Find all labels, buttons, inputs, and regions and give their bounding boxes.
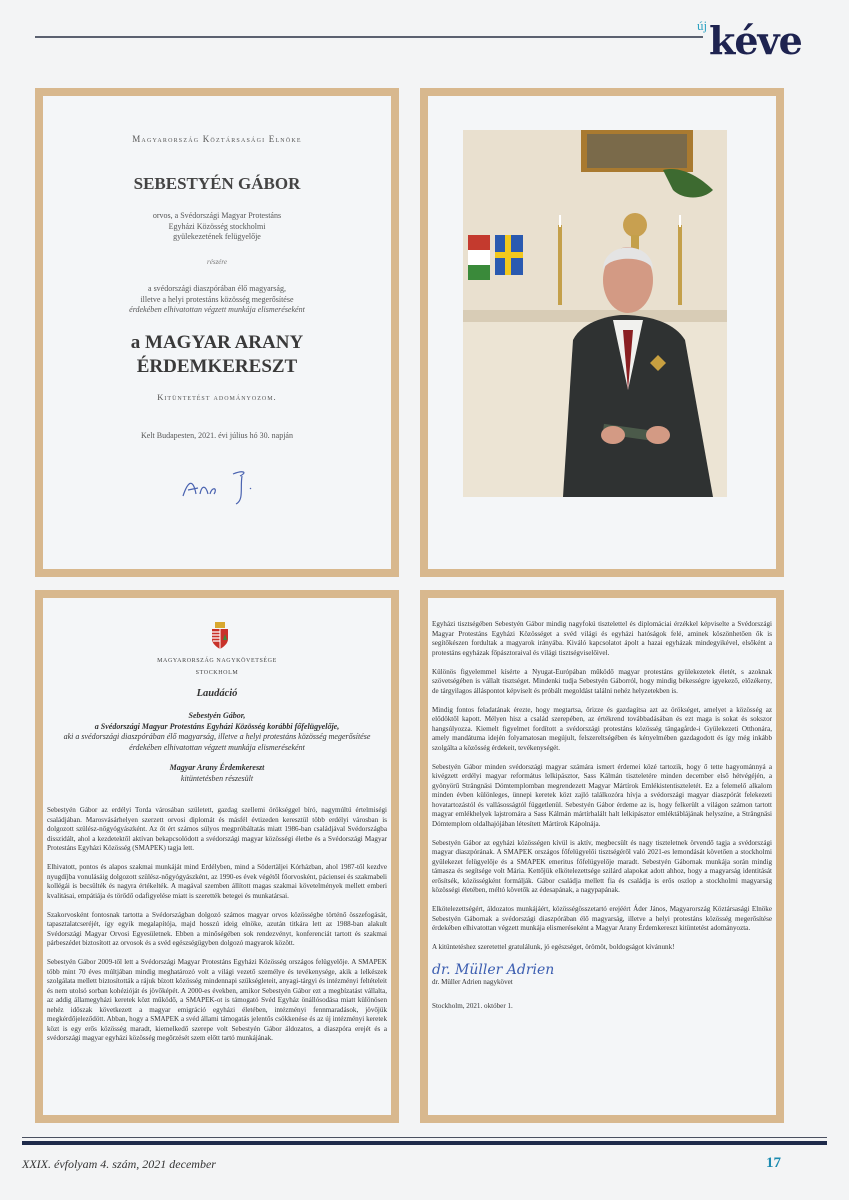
laudation-intro [53, 711, 381, 784]
page-number: 17 [766, 1155, 781, 1171]
decree-reason [43, 284, 391, 316]
paragraph: Elhivatott, pontos és alapos szakmai munkáját mind Erdélyben, mind a Södertäljei Kórházban, ahol 1987-től kezdve nyugdíjba vonulásáig dolgozott szülész-nőgyógyászként, az 1990-es évek végétől főorvosként, páciensei és szakmabeli kollégái is becsülték és nagyra értékelték. A magával szemben állított magas szakmai követelmények mellett emberi kvalitásai, empátiája és törődő odafigyelése miatt is szerették betegei és munkatársai. [47, 863, 387, 900]
paragraph: Sebestyén Gábor az erdélyi Torda városában született, gazdag szellemi örökséggel bíró, nagymúltú értelmiségi családjában. Marosvásárhelyen szerzett orvosi diplomát és másfél évtizeden keresztül több erdélyi városban is dolgozott szülész-nőgyógyászként. Az őt ért számos súlyos megpróbáltatás miatt 1986-ban családjával Svédországba disszidált, ahol a kezdetektől aktívan bekapcsolódott a svédországi magyar közösségi életbe és a Svédországi Magyar Protestáns Egyházi Közösség (SMAPEK) tagja lett. [47, 806, 387, 852]
paragraph: Különös figyelemmel kísérte a Nyugat-Európában működő magyar protestáns gyülekezetek életét, s azoknak szövetségében is vállalt tisztséget. Mindenki tudja Sebestyén Gáborról, hogy mindig békességre igyekező, előzékeny, de tárgyilagos álláspontot képviselt és próbált megoldást találni nehéz helyzetekben is. [432, 667, 772, 695]
award-line: a MAGYAR ARANY [130, 332, 304, 353]
paragraph: Sebestyén Gábor minden svédországi magyar számára ismert érdemei közé tartozik, hogy ő tette hagyománnyá a kivégzett erdélyi magyar református lelkipásztor, Sass Kálmán tiszteletére minden december első hétvégéjén, a gyönyörű Strängnäsi Dómtemplomban megrendezett Magyar Mártírok Emlékistentiszteletét. Ez a felemelő alkalom minden évben különleges, ünnepi keretek közt zajló találkozóra hívja a svédországi magyar diaszpórát felekezeti hovatartozástól és vallásosságtól függetlenül. Sebestyén Gábor érdeme az is, hogy felkerült a világon számon tartott magyar emlékhelyek lajstromára a Sass Kálmán mártírhalált halt lelkipásztor emléktáblájának helyszíne, a Strängnäsi Dómtemplom oldalhajójában létesített Mártírok Kápolnája. [432, 762, 772, 828]
decree-heading: Magyarország Köztársasági Elnöke [132, 134, 302, 144]
footer-rule-thick [22, 1141, 827, 1145]
decree-subtitle [43, 211, 391, 243]
decree-date: Kelt Budapesten, 2021. évi július hó 30. napján [141, 431, 293, 440]
paragraph: Sebestyén Gábor 2009-től lett a Svédországi Magyar Protestáns Egyházi Közösség országos felügyelője. A SMAPEK több mint 70 éves múltjában mindig meghatározó volt a világi vezető személye és tevékenysége, akik a lelkészek szolgálata mellett biztosították a rájuk bízott közösség mindennapi szükségleteit, anyagi-tárgyi és intézményi feltételeit és nem utolsó sorban kohézióját és jövőképét. A 2000-es években, amikor Sebestyén Gábor ezt a megbízatást vállalta, az addig államegyházi keretek közt működő, a SMAPEK-ot is támogató Svéd Egyház önállósodása miatt különösen nehéz időszak következett a magyar emigráció egyházi életében, intézményi fennmaradások, jövőjük megkérdőjeleződött. Abban, hogy a SMAPEK a svéd állami támogatás jelentős csökkenése és az új intézményi keretek közt is egy erős közösség maradt, kiemelkedő szerepe volt Sebestyén Gábor áldozatos, a diaszpóra erejét és a svédországi magyar egyházi közösség megőrzését szem előtt tartó munkájának. [47, 958, 387, 1042]
paragraph: Szakorvosként fontosnak tartotta a Svédországban dolgozó számos magyar orvos közösségbe történő összefogását, tapasztalatcseréjét, így egyik megalapítója, majd hosszú ideig elnöke, azután titkára lett az 1988-ban alakult Svédországi Magyar Orvosi Egyesületnek. Ebben a minőségében sok rendezvényt, konferenciát tartott és szakmai párbeszédet biztosított az orvosok és a svéd egészségügyben dolgozó magyarok között. [47, 910, 387, 947]
laudation-date: Stockholm, 2021. október 1. [432, 1001, 513, 1010]
laudation-title: Laudáció [196, 688, 238, 699]
reason-line: érdekében elhivatottan végzett munkája elismeréseként [129, 305, 305, 314]
paragraph: Egyházi tisztségében Sebestyén Gábor mindig nagyfokú tisztelettel és diplomáciai érzékkel képviselte a Svédországi Magyar Protestáns Egyházi Közösséget a svéd világi és egyházi hatóságok felé, aminek köszönhetően ők is segítőkészen fordultak a magyarok irányába. Kiváló kapcsolatot ápolt a hazai egyházak mindegyikével, elsőként a protestáns egyházak főpásztoraival és világi tisztségviselőivel. [432, 620, 772, 657]
laudation-panel-right [420, 590, 784, 1123]
laudation-reason: aki a svédországi diaszpórában élő magyarság, illetve a helyi protestáns közösség megerősítése érdekében elhivatottan végzett munkája elismeréseként [63, 732, 371, 752]
laudation-received: kitüntetésben részesült [180, 773, 254, 783]
laudation-name: Sebestyén Gábor, [188, 711, 246, 720]
decree-name: SEBESTYÉN GÁBOR [133, 174, 301, 193]
ambassador-signature: dr. Müller Adrien [432, 962, 555, 978]
reason-line: a svédországi diaszpórában élő magyarság, [148, 284, 286, 293]
paragraph: Sebestyén Gábor az egyházi közösségen kívül is aktív, megbecsült és nagy tiszteletnek örvendő tagja a svédországi magyar diaszpórának. A SMAPEK országos főfelügyelői tisztségéről való 2021-es lemondását követően a stockholmi gyülekezet felügyelője és a SMAPEK emeritus főfelügyelője maradt. Sebestyén Gábornak munkája során mindig támasza és segítsége volt Mária. Kettőjük elkötelezettsége szilárd alapokat adott ahhoz, hogy a magyarság identitását erősítsék, közösségként formálják. Gábor családja mellett fia és családja is erős oszlop a stockholmi magyarság közösségi életében, méltó követők az édesapának, a nagypapának. [432, 838, 772, 894]
embassy-name: MAGYARORSZÁG NAGYKÖVETSÉGE [157, 658, 277, 664]
laudation-body-left [47, 806, 387, 1053]
decree-award [43, 331, 391, 379]
laudation-role: a Svédországi Magyar Protestáns Egyházi Közösség korábbi főfelügyelője, [94, 721, 340, 731]
subtitle-line: Egyházi Közösség stockholmi [168, 221, 266, 231]
subtitle-line: gyülekezetének felügyelője [173, 232, 261, 241]
portrait-photo [463, 130, 727, 497]
subtitle-line: orvos, a Svédországi Magyar Protestáns [152, 211, 282, 220]
award-line: ÉRDEMKERESZT [136, 356, 298, 377]
paragraph: A kitüntetéshez szeretettel gratulálunk, jó egészséget, örömöt, boldogságot kívánunk! [432, 943, 675, 951]
header-rule [35, 36, 703, 38]
decree-panel [35, 88, 399, 577]
reason-line: illetve a helyi protestáns közösség megerősítése [140, 294, 294, 304]
ambassador-name: dr. Müller Adrien nagykövet [432, 978, 513, 986]
embassy-city: STOCKHOLM [195, 670, 239, 676]
logo-main-text: kéve [709, 18, 802, 63]
logo-small-text: új [697, 18, 708, 33]
laudation-award: Magyar Arany Érdemkereszt [169, 763, 265, 772]
decree-reszere: részére [207, 258, 227, 266]
laudation-body-right [432, 620, 772, 1011]
president-signature [178, 466, 268, 506]
hungarian-coat-of-arms-icon [211, 622, 229, 650]
laudation-panel-left [35, 590, 399, 1123]
photo-panel [420, 88, 784, 577]
paragraph: Elkötelezettségért, áldozatos munkájáért, közösségösszetartó erejéért Áder János, Magyarország Köztársasági Elnöke Sebestyén Gábornak a svédországi diaszpórában élő magyarság, illetve a helyi protestáns közösség megerősítése érdekében elhivatottan végzett munkája elismeréseként a Magyar Arany Érdemkereszt kitüntetést adományozta. [432, 905, 772, 932]
decree-grant: Kitüntetést adományozom. [157, 392, 277, 402]
magazine-logo [697, 14, 802, 64]
issue-info: XXIX. évfolyam 4. szám, 2021 december [22, 1157, 216, 1171]
paragraph: Mindig fontos feladatának érezte, hogy megtartsa, őrizze és gazdagítsa azt az örökséget, amelyet a közösség az elődöktől kapott. Mélyen hisz a család szerepében, az értékrend továbbadásában és ezt maga is sokat és sokszor hangsúlyozza. Kiemelt figyelmet fordított a svédországi protestáns közösség tängagårde-i Gyülekezeti Otthonára, amely mandátuma idején folyamatosan megújult, felszereltségében és kényelmében gazdagodott és így még inkább szolgálta a közösség érdekeit, tevékenységét. [432, 705, 772, 752]
footer-rule-thin [22, 1137, 827, 1138]
